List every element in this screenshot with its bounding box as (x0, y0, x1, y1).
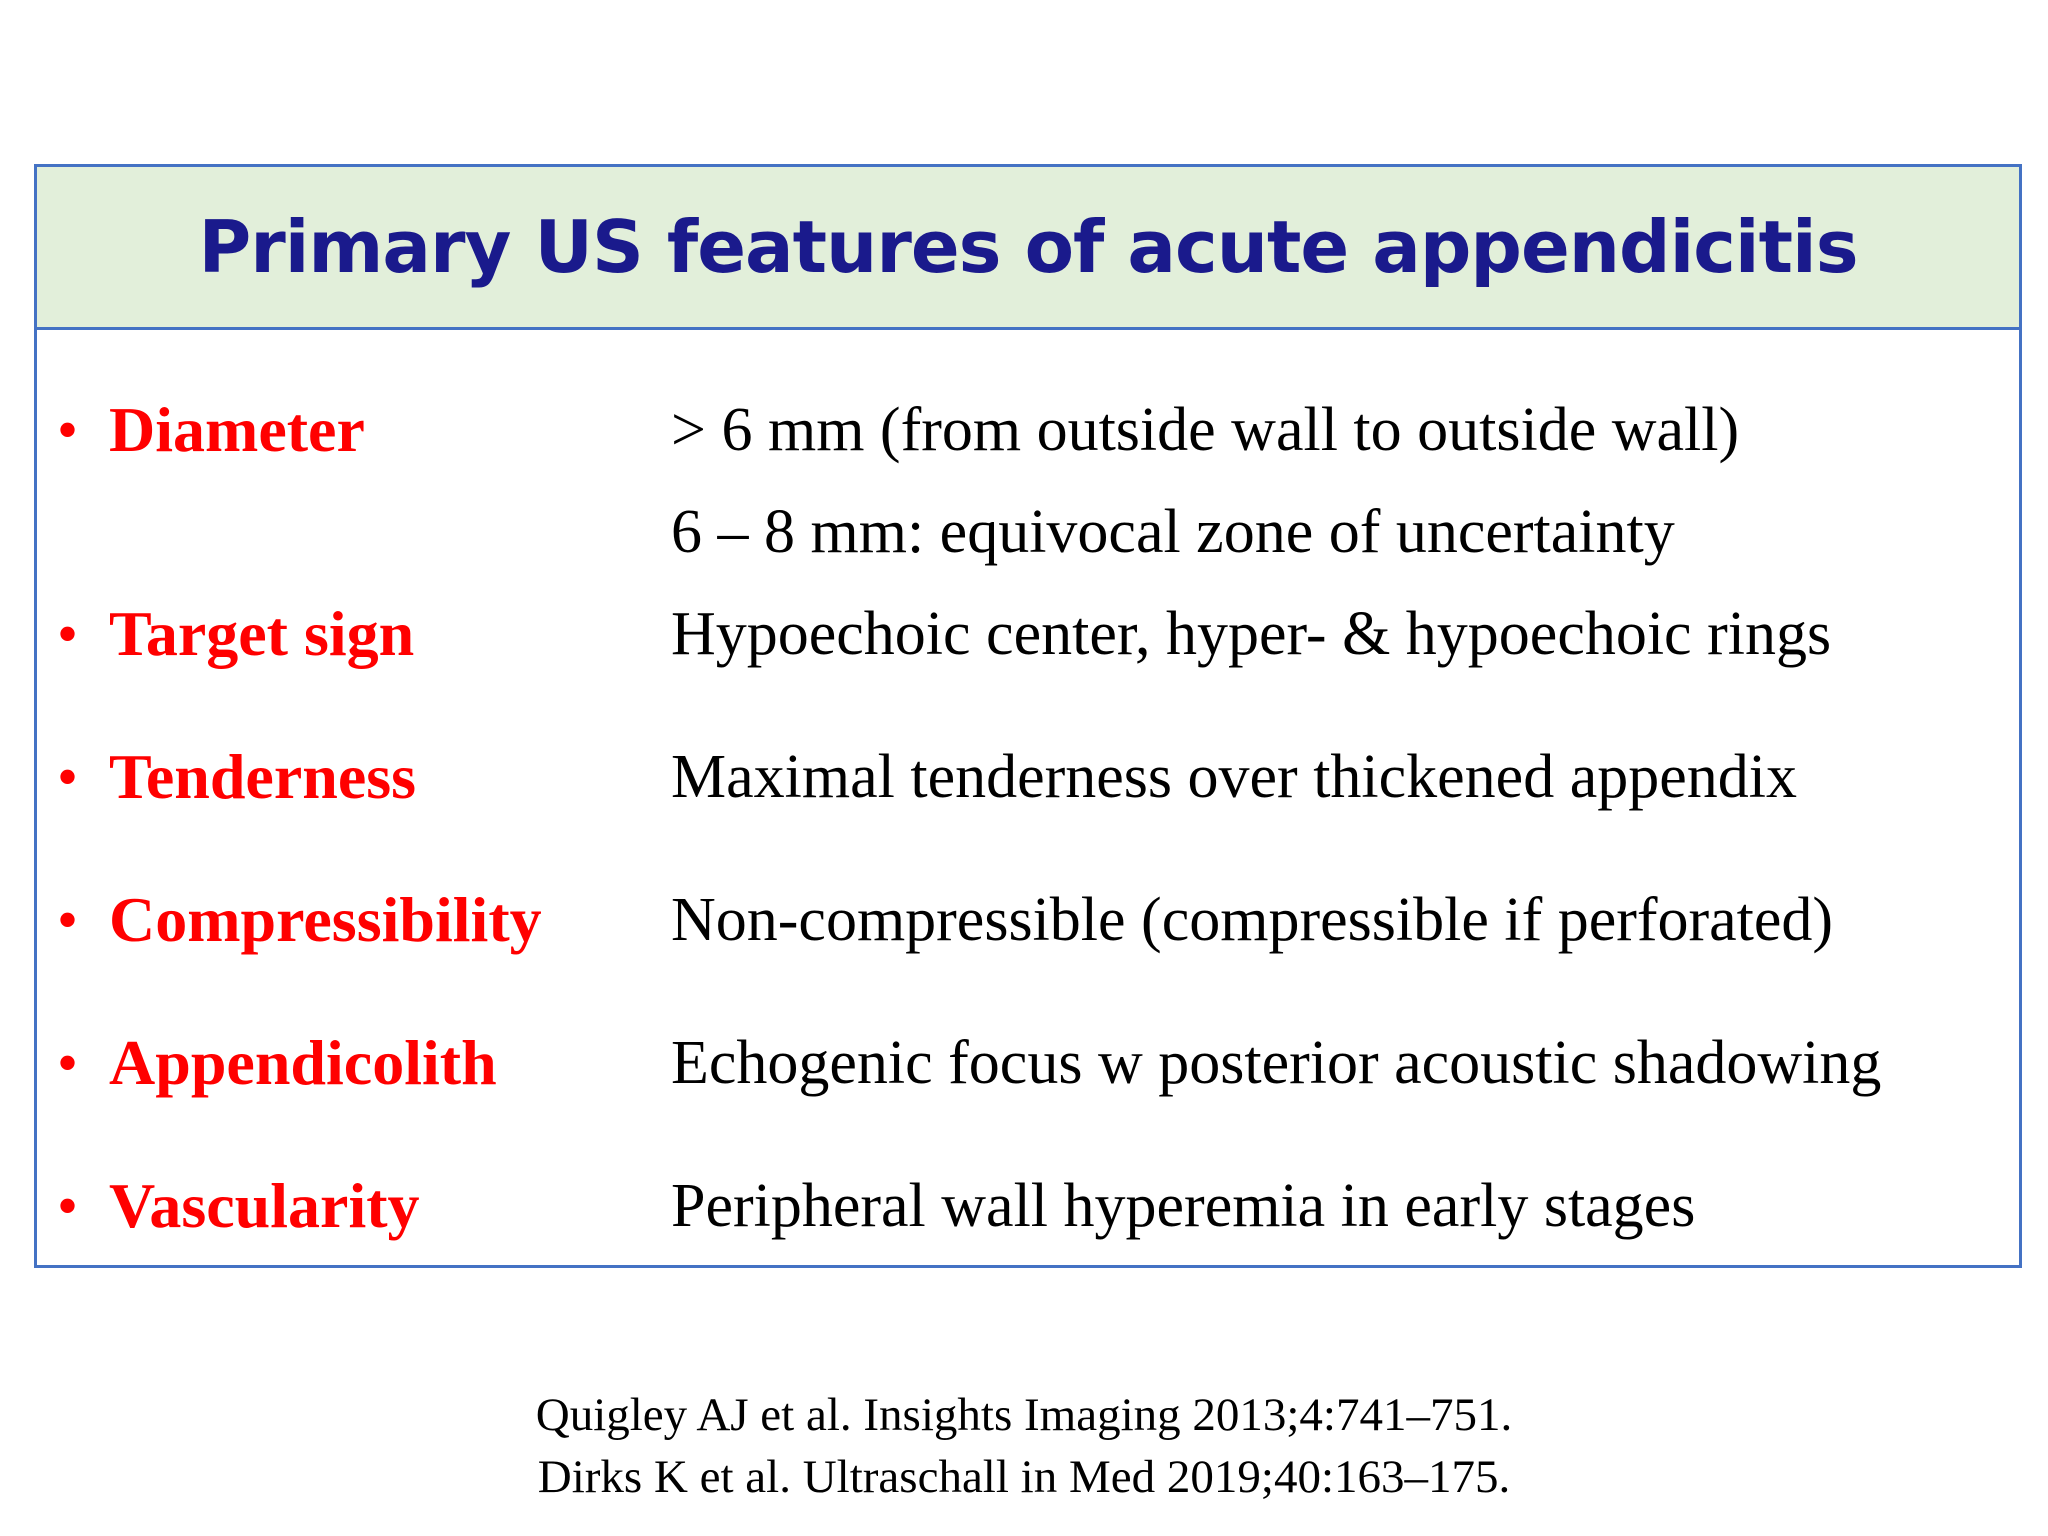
feature-row-diameter-note (37, 487, 2019, 577)
title-bar (37, 167, 2019, 330)
feature-description: > 6 mm (from outside wall to outside wall) (671, 396, 1740, 464)
feature-row-tenderness (37, 732, 2019, 822)
bullet-icon: • (57, 744, 79, 810)
reference-line: Dirks K et al. Ultraschall in Med 2019;40:163–175. (537, 1451, 1511, 1503)
feature-term: Appendicolith (109, 1027, 497, 1098)
bullet-icon: • (57, 1030, 79, 1096)
feature-description: Echogenic focus w posterior acoustic shadowing (671, 1029, 1882, 1097)
feature-term: Vascularity (109, 1170, 420, 1241)
feature-description: Maximal tenderness over thickened appendix (671, 743, 1797, 811)
feature-term: Tenderness (109, 741, 417, 812)
feature-term: Compressibility (109, 884, 542, 955)
bullet-icon: • (57, 887, 79, 953)
feature-row-vascularity (37, 1161, 2019, 1251)
reference-line: Quigley AJ et al. Insights Imaging 2013;4:741–751. (535, 1389, 1513, 1441)
feature-description: Hypoechoic center, hyper- & hypoechoic rings (671, 600, 1832, 668)
feature-description: 6 – 8 mm: equivocal zone of uncertainty (671, 498, 1675, 566)
feature-term: Diameter (109, 394, 365, 465)
feature-row-diameter (37, 385, 2019, 475)
feature-row-target-sign (37, 589, 2019, 679)
bullet-icon: • (57, 1173, 79, 1239)
feature-row-compressibility (37, 875, 2019, 965)
feature-term: Target sign (109, 598, 415, 669)
references (0, 1384, 2048, 1508)
bullet-icon: • (57, 397, 79, 463)
feature-description: Non-compressible (compressible if perforated) (671, 886, 1834, 954)
bullet-icon: • (57, 601, 79, 667)
features-table (34, 164, 2022, 1268)
slide-title: Primary US features of acute appendicitis (198, 205, 1858, 289)
feature-description: Peripheral wall hyperemia in early stages (671, 1172, 1696, 1240)
feature-row-appendicolith (37, 1018, 2019, 1108)
